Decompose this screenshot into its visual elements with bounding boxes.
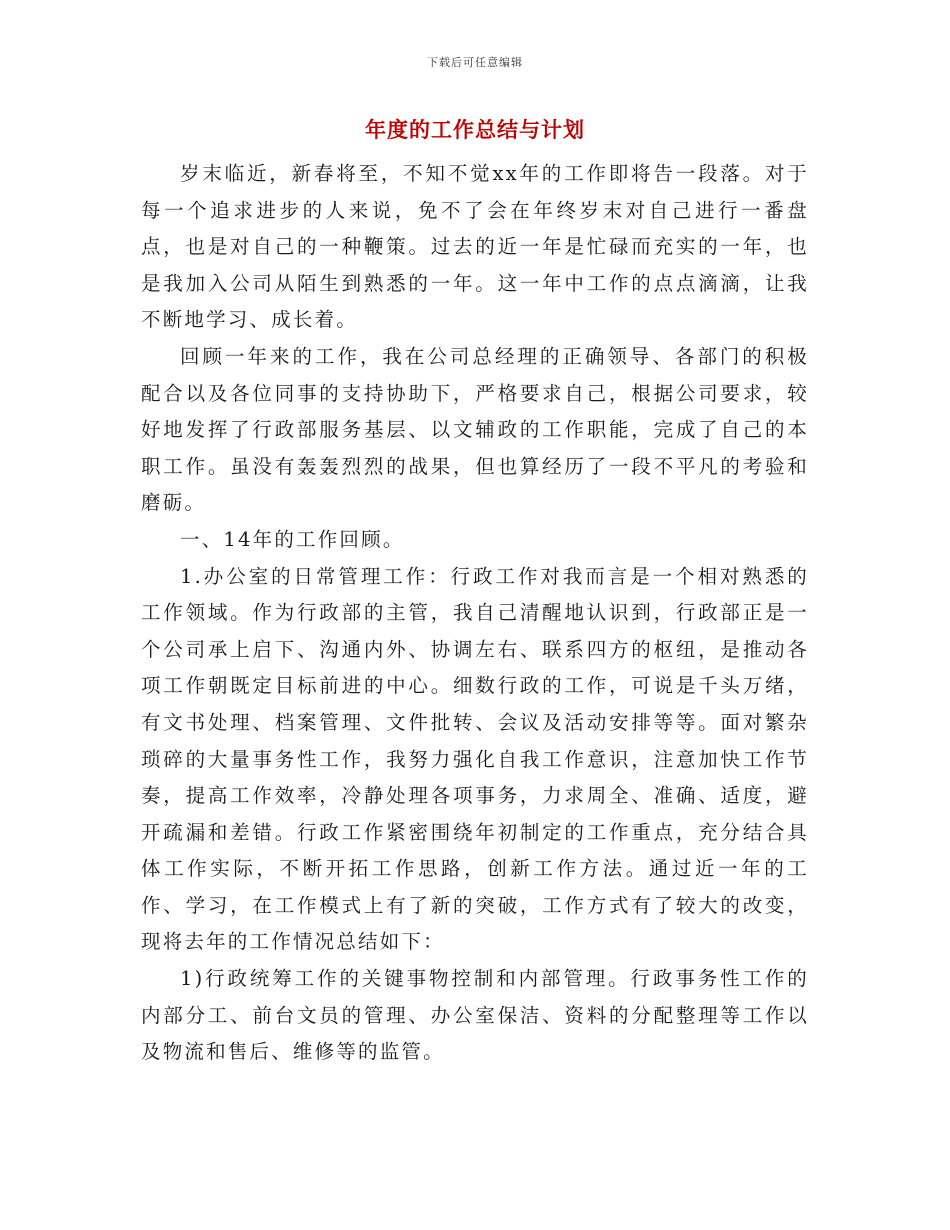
- header-note: 下载后可任意编辑: [427, 56, 523, 69]
- paragraph-intro: 岁末临近，新春将至，不知不觉xx年的工作即将告一段落。对于每一个追求进步的人来说，免不了会在年终岁末对自己进行一番盘点，也是对自己的一种鞭策。过去的近一年是忙碌而充实的一年，也是我加入公司从陌生到熟悉的一年。这一年中工作的点点滴滴，让我不断地学习、成长着。: [141, 162, 809, 332]
- document-body: [141, 156, 809, 1071]
- paragraph-admin-coordination: 1)行政统筹工作的关键事物控制和内部管理。行政事务性工作的内部分工、前台文员的管理、办公室保洁、资料的分配整理等工作以及物流和售后、维修等的监管。: [141, 967, 809, 1064]
- paragraph-review: 回顾一年来的工作，我在公司总经理的正确领导、各部门的积极配合以及各位同事的支持协助下，严格要求自己，根据公司要求，较好地发挥了行政部服务基层、以文辅政的工作职能，完成了自己的本职工作。虽没有轰轰烈烈的战果，但也算经历了一段不平凡的考验和磨砺。: [141, 344, 809, 515]
- paragraph-office-management: 1.办公室的日常管理工作：行政工作对我而言是一个相对熟悉的工作领域。作为行政部的主管，我自己清醒地认识到，行政部正是一个公司承上启下、沟通内外、协调左右、联系四方的枢纽，是推动各项工作朝既定目标前进的中心。细数行政的工作，可说是千头万绪，有文书处理、档案管理、文件批转、会议及活动安排等等。面对繁杂琐碎的大量事务性工作，我努力强化自我工作意识，注意加快工作节奏，提高工作效率，冷静处理各项事务，力求周全、准确、适度，避开疏漏和差错。行政工作紧密围绕年初制定的工作重点，充分结合具体工作实际，不断开拓工作思路，创新工作方法。通过近一年的工作、学习，在工作模式上有了新的突破，工作方式有了较大的改变，现将去年的工作情况总结如下：: [141, 564, 809, 954]
- section-heading-review: 一、14年的工作回顾。: [180, 527, 405, 551]
- document-title: 年度的工作总结与计划: [365, 117, 585, 142]
